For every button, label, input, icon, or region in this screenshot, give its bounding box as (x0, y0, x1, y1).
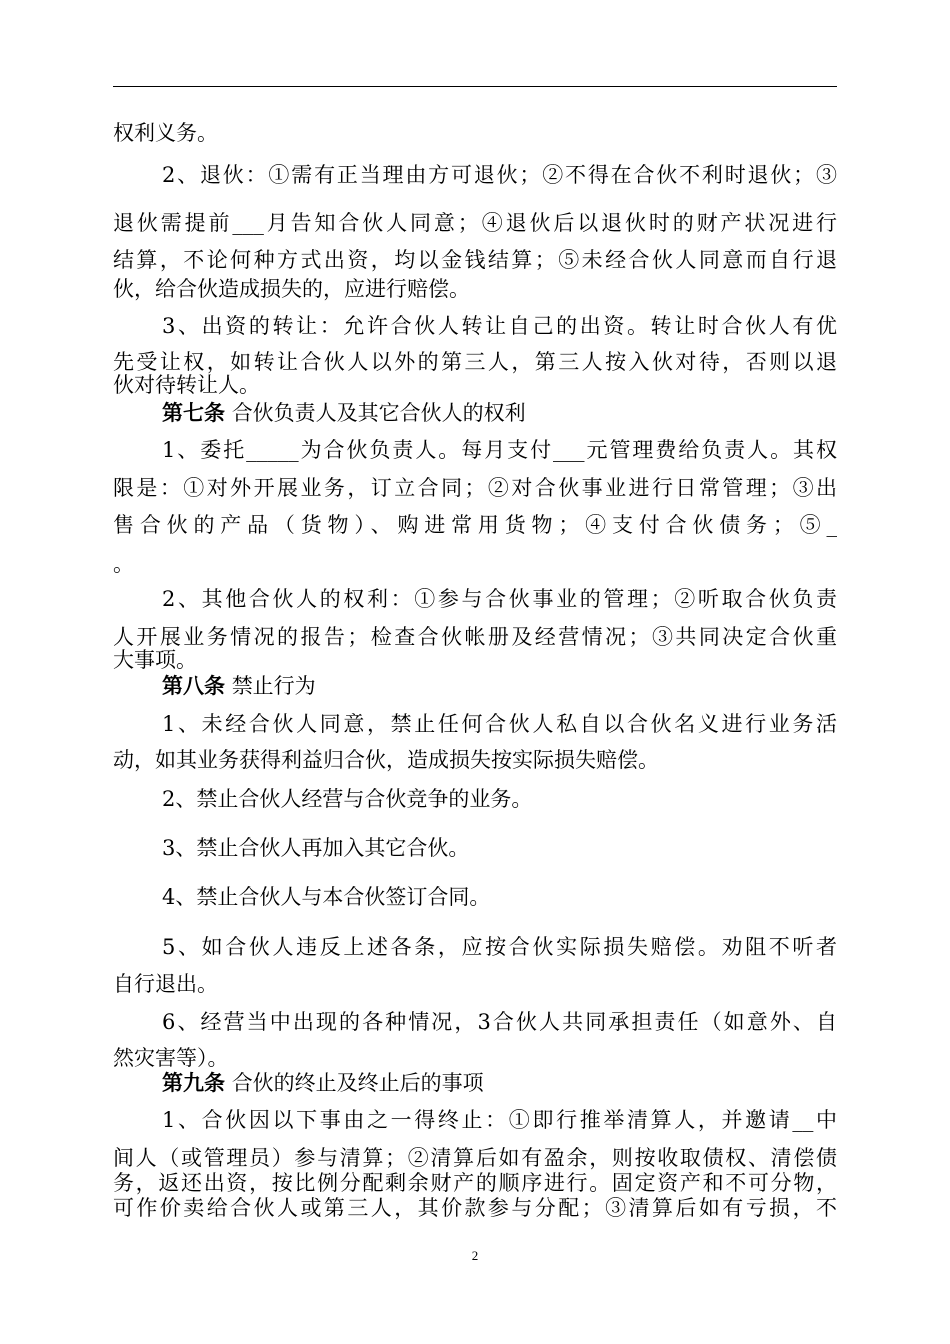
text-line: 务，返还出资，按比例分配剩余财产的顺序进行。固定资产和不可分物， (113, 1171, 837, 1195)
text-line: 自行退出。 (113, 972, 218, 996)
page-number: 2 (471, 1248, 479, 1263)
text-line: 。 (113, 552, 134, 576)
text-line: 伙对待转让人。 (113, 373, 260, 397)
text-line: 1、委托_____为合伙负责人。每月支付___元管理费给负责人。其权 (162, 438, 837, 462)
article-number: 第七条 (162, 400, 225, 425)
text-line: 2、退伙：①需有正当理由方可退伙；②不得在合伙不利时退伙；③ (162, 163, 837, 187)
text-line: 大事项。 (113, 648, 197, 672)
text-line: 然灾害等）。 (113, 1046, 229, 1070)
text-line: 权利义务。 (113, 121, 218, 145)
text-line: 3、出资的转让：允许合伙人转让自己的出资。转让时合伙人有优 (162, 314, 837, 338)
text-line: 动，如其业务获得利益归合伙，造成损失按实际损失赔偿。 (113, 748, 659, 772)
article-number: 第九条 (162, 1070, 225, 1095)
text-line: 6、经营当中出现的各种情况，3合伙人共同承担责任（如意外、自 (162, 1010, 837, 1034)
text-line: 3、禁止合伙人再加入其它合伙。 (162, 836, 470, 860)
text-line: 人开展业务情况的报告；检查合伙帐册及经营情况；③共同决定合伙重 (113, 625, 837, 649)
article-title: 合伙的终止及终止后的事项 (231, 1071, 484, 1095)
text-line: 4、禁止合伙人与本合伙签订合同。 (162, 885, 491, 909)
text-line: 1、合伙因以下事由之一得终止：①即行推举清算人，并邀请__中 (162, 1108, 837, 1132)
header-rule (113, 86, 837, 87)
text-line: 2、禁止合伙人经营与合伙竞争的业务。 (162, 787, 533, 811)
article-heading (162, 400, 837, 426)
text-line: 先受让权，如转让合伙人以外的第三人，第三人按入伙对待，否则以退 (113, 350, 837, 374)
text-line: 伙，给合伙造成损失的，应进行赔偿。 (113, 277, 470, 301)
text-line: 结算，不论何种方式出资，均以金钱结算；⑤未经合伙人同意而自行退 (113, 248, 837, 272)
text-line: 可作价卖给合伙人或第三人，其价款参与分配；③清算后如有亏损，不 (113, 1196, 837, 1220)
text-line: 2、其他合伙人的权利：①参与合伙事业的管理；②听取合伙负责 (162, 587, 837, 611)
article-heading (162, 1070, 837, 1096)
text-line: 5、如合伙人违反上述各条，应按合伙实际损失赔偿。劝阻不听者 (162, 935, 837, 959)
text-line: 退伙需提前___月告知合伙人同意；④退伙后以退伙时的财产状况进行 (113, 211, 837, 235)
article-title: 合伙负责人及其它合伙人的权利 (231, 401, 526, 425)
article-title: 禁止行为 (231, 674, 316, 698)
text-line: 售合伙的产品（货物）、购进常用货物；④支付合伙债务；⑤_ (113, 513, 837, 537)
text-line: 间人（或管理员）参与清算；②清算后如有盈余，则按收取债权、清偿债 (113, 1146, 837, 1170)
article-number: 第八条 (162, 673, 225, 698)
text-line: 1、未经合伙人同意，禁止任何合伙人私自以合伙名义进行业务活 (162, 712, 837, 736)
article-heading (162, 673, 837, 699)
text-line: 限是：①对外开展业务，订立合同；②对合伙事业进行日常管理；③出 (113, 476, 837, 500)
